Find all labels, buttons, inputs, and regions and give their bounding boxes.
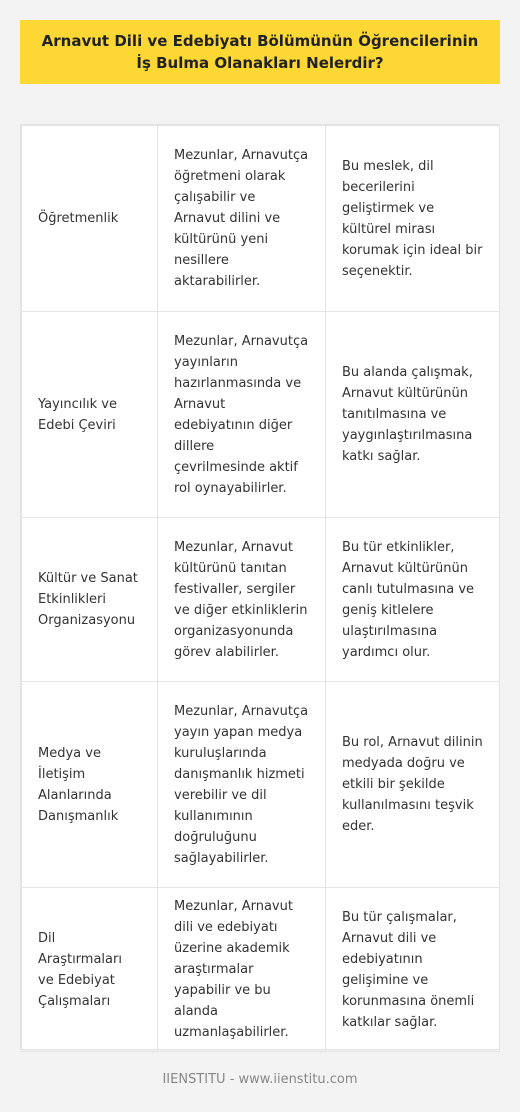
career-area-cell: Dil Araştırmaları ve Edebiyat Çalışmaları — [22, 888, 158, 1052]
career-area-cell: Kültür ve Sanat Etkinlikleri Organizasyonu — [22, 518, 158, 682]
title-banner — [20, 20, 500, 84]
career-description-cell: Mezunlar, Arnavut dili ve edebiyatı üzerine akademik araştırmalar yapabilir ve bu alanda uzmanlaşabilirler. — [158, 888, 326, 1052]
page-title: Arnavut Dili ve Edebiyatı Bölümünün Öğrencilerinin İş Bulma Olanakları Nelerdir? — [41, 32, 479, 72]
career-description-cell: Mezunlar, Arnavutça öğretmeni olarak çalışabilir ve Arnavut dilini ve kültürünü yeni nesillere aktarabilirler. — [158, 126, 326, 312]
career-description-cell: Mezunlar, Arnavutça yayınların hazırlanmasında ve Arnavut edebiyatının diğer dillere çevrilmesinde aktif rol oynayabilirler. — [158, 312, 326, 518]
career-area-cell: Medya ve İletişim Alanlarında Danışmanlık — [22, 682, 158, 888]
career-area-cell: Öğretmenlik — [22, 126, 158, 312]
table-row — [22, 518, 500, 682]
table-row — [22, 312, 500, 518]
career-table — [21, 125, 500, 1052]
career-note-cell: Bu meslek, dil becerilerini geliştirmek ve kültürel mirası korumak için ideal bir seçenektir. — [326, 126, 500, 312]
career-note-cell: Bu alanda çalışmak, Arnavut kültürünün tanıtılmasına ve yaygınlaştırılmasına katkı sağlar. — [326, 312, 500, 518]
table-row — [22, 888, 500, 1052]
career-note-cell: Bu tür etkinlikler, Arnavut kültürünün canlı tutulmasına ve geniş kitlelere ulaştırılmasına yardımcı olur. — [326, 518, 500, 682]
footer-credit: IIENSTITU - www.iienstitu.com — [162, 1072, 358, 1087]
career-note-cell: Bu tür çalışmalar, Arnavut dili ve edebiyatının gelişimine ve korunmasına önemli katkılar sağlar. — [326, 888, 500, 1052]
table-row — [22, 682, 500, 888]
table-row — [22, 126, 500, 312]
career-description-cell: Mezunlar, Arnavutça yayın yapan medya kuruluşlarında danışmanlık hizmeti verebilir ve dil kullanımının doğruluğunu sağlayabilirler. — [158, 682, 326, 888]
career-note-cell: Bu rol, Arnavut dilinin medyada doğru ve etkili bir şekilde kullanılmasını teşvik eder. — [326, 682, 500, 888]
career-description-cell: Mezunlar, Arnavut kültürünü tanıtan festivaller, sergiler ve diğer etkinliklerin organizasyonunda görev alabilirler. — [158, 518, 326, 682]
career-table-container — [20, 124, 500, 1050]
career-area-cell: Yayıncılık ve Edebi Çeviri — [22, 312, 158, 518]
